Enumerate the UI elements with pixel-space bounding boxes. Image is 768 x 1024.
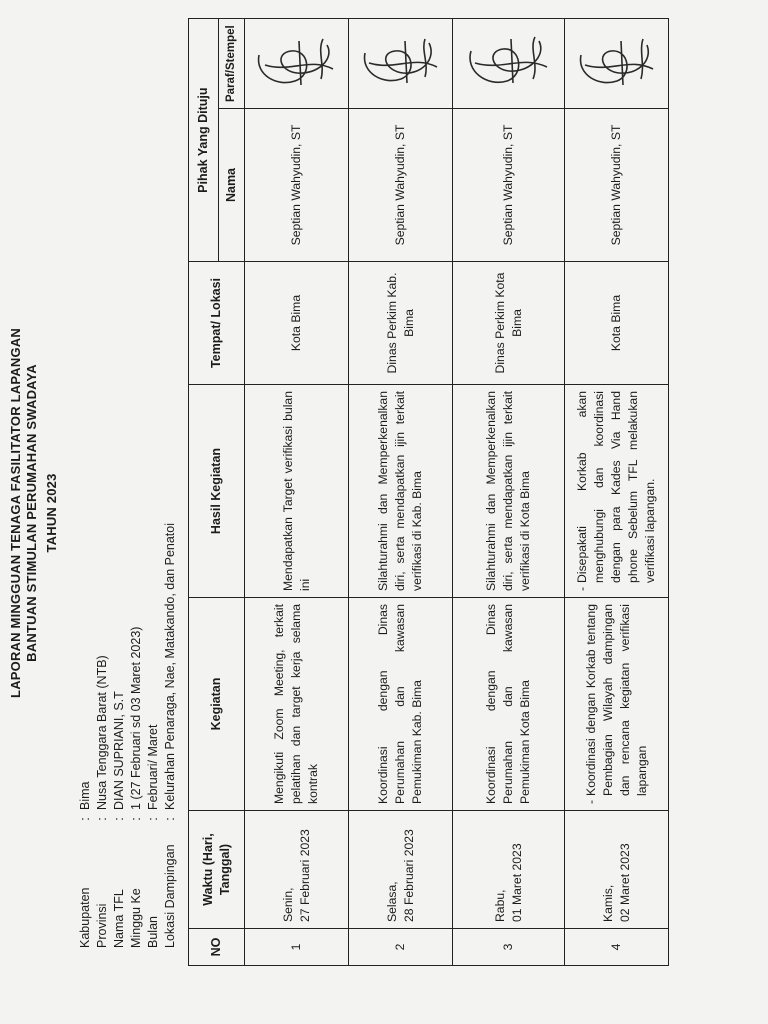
meta-value: Nusa Tenggara Barat (NTB) — [95, 655, 109, 810]
cell-kegiatan: Koordinasi dengan Dinas Perumahan dan kawasan Pemukiman Kab. Bima — [349, 598, 453, 811]
meta-label: Bulan — [146, 916, 160, 948]
meta-nama-tfl: Nama TFL:DIAN SUPRIANI, S.T — [112, 691, 126, 948]
signature-image — [571, 33, 663, 95]
meta-minggu-ke: Minggu Ke:1 (27 Februari sd 03 Maret 2023) — [129, 626, 143, 948]
header-waktu: Waktu (Hari, Tanggal) — [189, 811, 245, 929]
header-nama: Nama — [219, 109, 245, 262]
cell-tanggal: 01 Maret 2023 — [509, 843, 524, 922]
cell-tempat: Kota Bima — [565, 262, 669, 385]
cell-waktu — [565, 811, 669, 929]
meta-label: Kabupaten — [78, 887, 92, 948]
activity-table — [188, 18, 669, 966]
cell-kegiatan-text: Koordinasi dengan Korkab tentang Pembagian Wilayah dampingan dan rencana kegiatan verifikasi lapangan — [583, 604, 649, 796]
cell-nama: Septian Wahyudin, ST — [453, 109, 565, 262]
cell-hari: Senin, — [280, 887, 295, 922]
cell-hasil: Silahturahmi dan Memperkenalkan diri, serta mendapatkan ijin terkait verifikasi di Kab. Bima — [349, 385, 453, 598]
cell-hari: Kamis, — [600, 884, 615, 922]
cell-hasil: Mendapatkan Target verifikasi bulan ini — [245, 385, 349, 598]
cell-no: 3 — [453, 929, 565, 966]
header-hasil: Hasil Kegiatan — [189, 385, 245, 598]
signature-image — [355, 33, 447, 95]
table-row — [245, 19, 349, 966]
cell-waktu — [349, 811, 453, 929]
report-subtitle: BANTUAN STIMULAN PERUMAHAN SWADAYA — [24, 364, 39, 662]
cell-tanggal: 27 Februari 2023 — [297, 829, 312, 922]
meta-value: Bima — [78, 781, 92, 810]
cell-nama: Septian Wahyudin, ST — [565, 109, 669, 262]
table-row — [565, 19, 669, 966]
cell-paraf — [245, 19, 349, 109]
cell-hasil: Silahturahmi dan Memperkenalkan diri, serta mendapatkan ijin terkait verifikasi di Kota Bima — [453, 385, 565, 598]
header-no: NO — [189, 929, 245, 966]
cell-nama: Septian Wahyudin, ST — [349, 109, 453, 262]
meta-value: Februari/ Maret — [146, 724, 160, 810]
meta-lokasi-dampingan: Lokasi Dampingan:Kelurahan Penaraga, Nae, Matakando, dan Penatoi — [163, 522, 177, 948]
table-row — [349, 19, 453, 966]
signature-image — [251, 33, 343, 95]
bullet-dash: - — [583, 799, 598, 804]
cell-tempat: Kota Bima — [245, 262, 349, 385]
meta-value: Kelurahan Penaraga, Nae, Matakando, dan Penatoi — [163, 522, 177, 810]
meta-label: Minggu Ke — [129, 888, 143, 948]
cell-waktu — [453, 811, 565, 929]
cell-hasil-text: Disepakati Korkab akan menghubungi dan koordinasi dengan para Kades Via Hand phone Sebelum TFL melakukan verifikasi lapangan. — [575, 391, 657, 583]
table-header-row — [189, 19, 219, 966]
cell-tempat: Dinas Perkim Kab. Bima — [349, 262, 453, 385]
header-paraf: Paraf/Stempel — [219, 19, 245, 109]
header-kegiatan: Kegiatan — [189, 598, 245, 811]
cell-hasil — [565, 385, 669, 598]
cell-no: 2 — [349, 929, 453, 966]
cell-paraf — [349, 19, 453, 109]
meta-label: Provinsi — [95, 903, 109, 948]
cell-kegiatan — [565, 598, 669, 811]
cell-tanggal: 28 Februari 2023 — [401, 829, 416, 922]
meta-value: DIAN SUPRIANI, S.T — [112, 691, 126, 810]
cell-tempat: Dinas Perkim Kota Bima — [453, 262, 565, 385]
bullet-dash: - — [575, 586, 589, 591]
meta-label: Lokasi Dampingan — [163, 844, 177, 948]
cell-paraf — [453, 19, 565, 109]
cell-no: 1 — [245, 929, 349, 966]
cell-no: 4 — [565, 929, 669, 966]
meta-value: 1 (27 Februari sd 03 Maret 2023) — [129, 626, 143, 810]
cell-kegiatan: Koordinasi dengan Dinas Perumahan dan kawasan Pemukiman Kota Bima — [453, 598, 565, 811]
meta-bulan: Bulan:Februari/ Maret — [146, 724, 160, 948]
cell-waktu — [245, 811, 349, 929]
header-pihak: Pihak Yang Dituju — [189, 19, 219, 262]
meta-kabupaten: Kabupaten:Bima — [78, 781, 92, 948]
signature-image — [463, 33, 555, 95]
report-year: TAHUN 2023 — [44, 473, 59, 553]
cell-nama: Septian Wahyudin, ST — [245, 109, 349, 262]
cell-hari: Rabu, — [492, 889, 507, 922]
cell-kegiatan: Mengikuti Zoom Meeting, terkait pelatihan dan target kerja selama kontrak — [245, 598, 349, 811]
cell-paraf — [565, 19, 669, 109]
meta-label: Nama TFL — [112, 889, 126, 948]
table-row — [453, 19, 565, 966]
cell-hari: Selasa, — [384, 881, 399, 922]
meta-provinsi: Provinsi:Nusa Tenggara Barat (NTB) — [95, 655, 109, 948]
header-tempat: Tempat/ Lokasi — [189, 262, 245, 385]
rotated-report-page — [8, 8, 756, 1018]
cell-tanggal: 02 Maret 2023 — [617, 843, 632, 922]
report-title: LAPORAN MINGGUAN TENAGA FASILITATOR LAPANGAN — [8, 328, 23, 698]
